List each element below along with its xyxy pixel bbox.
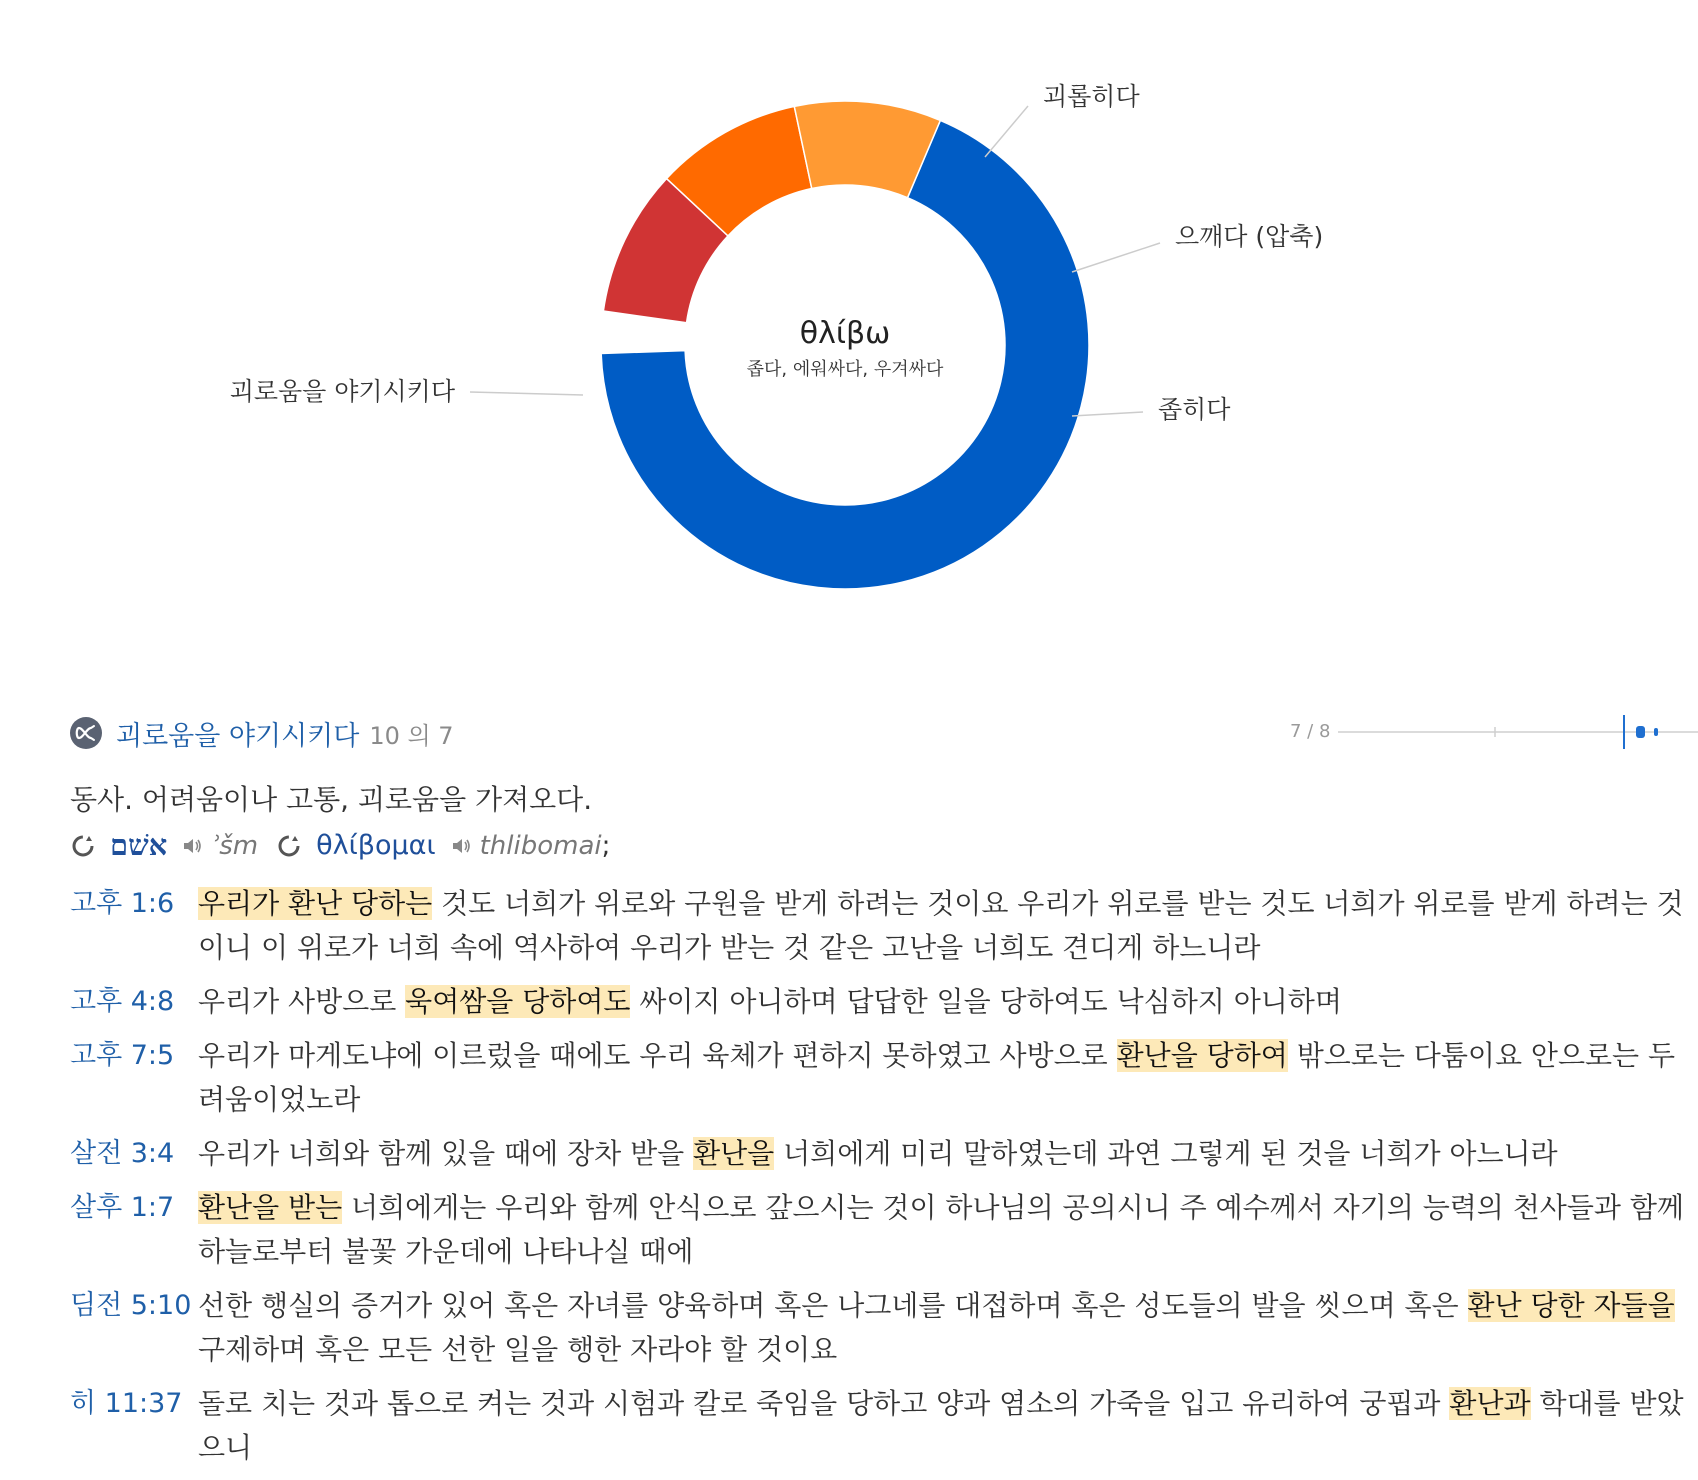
- sense-definition: 동사. 어려움이나 고통, 괴로움을 가져오다.: [70, 783, 593, 816]
- verse-reference[interactable]: 고후 4:8: [70, 986, 175, 1017]
- verse-text-segment: 밖으로는 다툼이요 안으로는 두려움이었노라: [198, 1039, 1676, 1116]
- lemma-cycle-icon[interactable]: [276, 833, 302, 859]
- verse-text: [198, 1186, 1688, 1274]
- hebrew-transliteration: ʾšm: [211, 830, 259, 861]
- chart-center-title: θλίβω: [799, 316, 891, 351]
- verse-text: [198, 882, 1688, 970]
- verse-row: [70, 1382, 1690, 1470]
- verse-text: [198, 1382, 1688, 1470]
- verse-text-segment: 우리가 너희와 함께 있을 때에 장차 받을: [198, 1137, 694, 1170]
- verse-text-segment: 돌로 치는 것과 톱으로 켜는 것과 시험과 칼로 죽임을 당하고 양과 염소의 가죽을 입고 유리하여 궁핍과: [198, 1387, 1450, 1420]
- highlighted-term: 환난 당한 자들을: [1467, 1289, 1675, 1322]
- verse-text-segment: 것도 너희가 위로와 구원을 받게 하려는 것이요 우리가 위로를 받는 것도 너희가 위로를 받게 하려는 것이니 이 위로가 너희 속에 역사하여 우리가 받는 것 같은 고난을 너희도 견디게 하느니라: [198, 887, 1684, 964]
- slice-label[interactable]: 좁히다: [1158, 395, 1231, 424]
- sense-header: [70, 712, 454, 754]
- slice-label[interactable]: 괴롭히다: [1043, 82, 1140, 111]
- verse-text: [198, 1034, 1688, 1122]
- highlighted-term: 우리가 환난 당하는: [198, 887, 433, 920]
- verse-text-segment: 우리가 마게도냐에 이르렀을 때에도 우리 육체가 편하지 못하였고 사방으로: [198, 1039, 1117, 1072]
- separator: ;: [601, 830, 611, 861]
- highlighted-term: 환난을 당하여: [1116, 1039, 1288, 1072]
- slice-label[interactable]: 으깨다 (압축): [1175, 222, 1324, 251]
- slice-leader-line: [470, 392, 583, 395]
- sense-icon: [70, 717, 102, 749]
- slice-leader-line: [985, 106, 1028, 157]
- lemma-cycle-icon[interactable]: [70, 833, 96, 859]
- speaker-icon[interactable]: [450, 835, 472, 857]
- verse-row: [70, 980, 1690, 1024]
- related-lemmas: [70, 828, 610, 863]
- verse-text: [198, 1284, 1688, 1372]
- slice-leader-line: [1072, 243, 1160, 272]
- hebrew-lemma[interactable]: אשׁם: [110, 828, 168, 862]
- highlighted-term: 환난을: [693, 1137, 775, 1170]
- sense-navigator[interactable]: [1290, 713, 1698, 751]
- highlighted-term: 욱여쌈을 당하여도: [405, 985, 631, 1018]
- sense-count: 10 의 7: [369, 721, 454, 750]
- verse-row: [70, 1132, 1690, 1176]
- verse-text-segment: 싸이지 아니하며 답답한 일을 당하여도 낙심하지 아니하며: [630, 985, 1342, 1018]
- greek-transliteration: thlibomai: [479, 830, 602, 861]
- verse-text-segment: 선한 행실의 증거가 있어 혹은 자녀를 양육하며 혹은 나그네를 대접하며 혹은 성도들의 발을 씻으며 혹은: [198, 1289, 1468, 1322]
- verse-list: [70, 882, 1690, 1480]
- highlighted-term: 환난과: [1449, 1387, 1531, 1420]
- verse-text-segment: 구제하며 혹은 모든 선한 일을 행한 자라야 할 것이요: [198, 1333, 838, 1366]
- verse-reference[interactable]: 살후 1:7: [70, 1192, 175, 1223]
- verse-row: [70, 1186, 1690, 1274]
- verse-text-segment: 우리가 사방으로: [198, 985, 406, 1018]
- verse-text-segment: 너희에게는 우리와 함께 안식으로 갚으시는 것이 하나님의 공의시니 주 예수께서 자기의 능력의 천사들과 함께 하늘로부터 불꽃 가운데에 나타나실 때에: [198, 1191, 1684, 1268]
- verse-text-segment: 학대를 받았으니: [198, 1387, 1684, 1464]
- verse-reference[interactable]: 살전 3:4: [70, 1138, 175, 1169]
- sense-position: 7 / 8: [1290, 721, 1331, 742]
- verse-row: [70, 882, 1690, 970]
- verse-reference[interactable]: 고후 7:5: [70, 1040, 175, 1071]
- verse-row: [70, 1284, 1690, 1372]
- verse-row: [70, 1034, 1690, 1122]
- sense-title[interactable]: 괴로움을 야기시키다: [116, 720, 360, 752]
- verse-text: [198, 980, 1688, 1024]
- slice-label[interactable]: 괴로움을 야기시키다: [229, 377, 455, 406]
- verse-reference[interactable]: 히 11:37: [70, 1388, 183, 1419]
- verse-reference[interactable]: 고후 1:6: [70, 888, 175, 919]
- chart-center-subtitle: 좁다, 에워싸다, 우겨싸다: [746, 359, 944, 380]
- sense-donut-chart: [0, 0, 1698, 620]
- navigator-handle: [1636, 726, 1645, 738]
- greek-lemma[interactable]: θλίβομαι: [316, 830, 436, 861]
- verse-reference[interactable]: 딤전 5:10: [70, 1290, 192, 1321]
- verse-text: [198, 1132, 1688, 1176]
- speaker-icon[interactable]: [181, 835, 203, 857]
- navigator-track[interactable]: [1290, 713, 1698, 751]
- slice-leader-line: [1072, 412, 1143, 416]
- highlighted-term: 환난을 받는: [198, 1191, 343, 1224]
- verse-text-segment: 너희에게 미리 말하였는데 과연 그렇게 된 것을 너희가 아느니라: [774, 1137, 1558, 1170]
